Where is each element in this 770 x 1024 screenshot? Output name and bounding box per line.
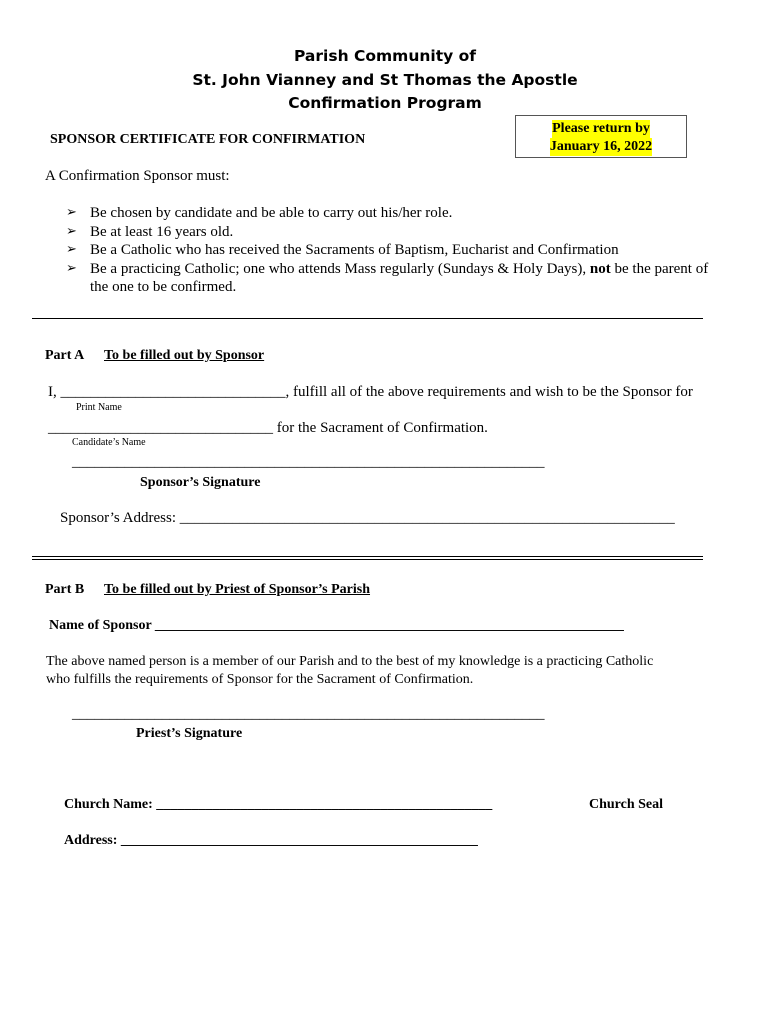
double-divider-top [32, 556, 703, 557]
part-a-label: Part A [45, 348, 85, 363]
parish-title: Parish Community of [293, 47, 477, 65]
part-b-heading: To be filled out by Priest of Sponsor’s Parish [104, 582, 371, 597]
requirements-list [66, 204, 708, 297]
print-name-caption: Print Name [76, 402, 122, 413]
certificate-title: SPONSOR CERTIFICATE FOR CONFIRMATION [50, 132, 366, 147]
return-by-box [515, 115, 687, 158]
requirement-text: Be chosen by candidate and be able to carry out his/her role. [90, 205, 453, 221]
church-address-line[interactable]: Address: ___________________________________________________ [64, 833, 478, 848]
priest-signature-line[interactable]: _______________________________________________________________ [72, 706, 545, 722]
section-divider [32, 318, 703, 319]
candidate-name-line[interactable]: ______________________________ for the Sacrament of Confirmation. [48, 420, 488, 436]
arrow-bullet-icon: ➢ [66, 223, 77, 239]
name-of-sponsor-line[interactable]: Name of Sponsor ___________________________________________________________________ [49, 618, 624, 633]
requirement-text: Be at least 16 years old. [90, 223, 234, 240]
candidate-name-caption: Candidate’s Name [72, 437, 146, 448]
return-by-label: Please return by [552, 121, 650, 136]
sponsor-signature-label: Sponsor’s Signature [140, 475, 261, 490]
church-name-line[interactable]: Church Name: ________________________________________________ [64, 797, 493, 812]
requirement-text: Be a Catholic who has received the Sacraments of Baptism, Eucharist and Confirmation [90, 242, 619, 258]
sponsor-address-line[interactable]: Sponsor’s Address: __________________________________________________________________ [60, 510, 675, 526]
part-b-label: Part B [45, 582, 85, 597]
part-a-heading: To be filled out by Sponsor [104, 348, 265, 363]
return-by-date: January 16, 2022 [549, 139, 653, 154]
priest-signature-label: Priest’s Signature [136, 726, 243, 741]
requirement-emphasis: not [589, 260, 611, 277]
program-title: Confirmation Program [288, 94, 482, 112]
list-item [66, 204, 708, 223]
list-item [66, 241, 708, 260]
sponsor-intro: A Confirmation Sponsor must: [45, 168, 230, 184]
parish-names: St. John Vianney and St Thomas the Apostle [192, 71, 578, 89]
arrow-bullet-icon: ➢ [66, 242, 77, 257]
sponsor-print-name-line[interactable]: I, ______________________________, fulfill all of the above requirements and wish to be the Sponsor for [48, 384, 693, 400]
arrow-bullet-icon: ➢ [66, 205, 77, 220]
requirement-text: be the parent of [610, 260, 709, 277]
list-item [66, 223, 708, 242]
church-seal-label: Church Seal [589, 797, 664, 812]
requirement-text: Be a practicing Catholic; one who attends Mass regularly (Sundays & Holy Days), [90, 260, 590, 277]
sponsor-signature-line[interactable]: _______________________________________________________________ [72, 454, 545, 470]
requirement-text: the one to be confirmed. [90, 279, 237, 295]
double-divider-bottom [32, 559, 703, 560]
priest-statement-line1: The above named person is a member of our Parish and to the best of my knowledge is a practicing Catholic [46, 654, 654, 669]
list-item [66, 260, 708, 297]
arrow-bullet-icon: ➢ [66, 260, 77, 276]
priest-statement-line2: who fulfills the requirements of Sponsor for the Sacrament of Confirmation. [46, 672, 474, 687]
